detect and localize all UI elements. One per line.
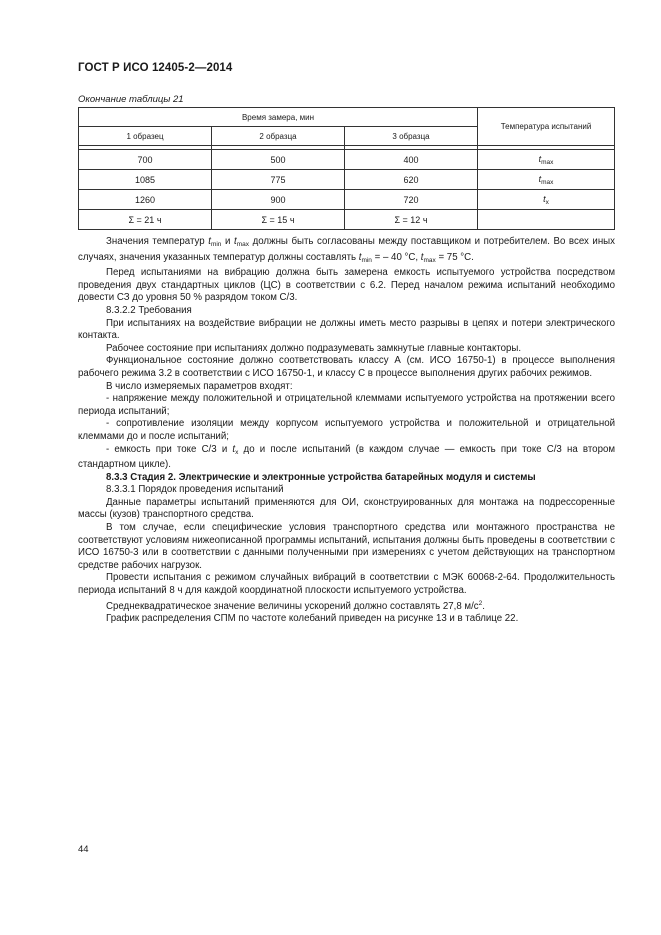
data-table (78, 107, 615, 230)
paragraph: Данные параметры испытаний применяются для ОИ, сконструированных для монтажа на подрессоренные массы (кузов) транспортного средства. (78, 496, 615, 521)
subsection-heading: 8.3.3.1 Порядок проведения испытаний (106, 484, 284, 496)
temperature-cell (478, 210, 615, 230)
paragraph: В том случае, если специфические условия транспортного средства или монтажного пространства не соответствуют условиям нижеописанной программы испытаний, испытания должны быть проведены в соответствии с ИСО 16750-3 или в соответствии с данными полученными при измерениях с учетом действующих на транспортном средстве рабочих нагрузок. (78, 522, 615, 571)
subsection-heading: 8.3.2.2 Требования (106, 304, 192, 316)
paragraph: График распределения СПМ по частоте колебаний приведен на рисунке 13 и в таблице 22. (106, 613, 519, 625)
paragraph: В число измеряемых параметров входят: (106, 380, 293, 392)
paragraph: Провести испытания с режимом случайных вибраций в соответствии с МЭК 60068-2-64. Продолжительность периода испытаний 8 ч для каждой координатной плоскости испытуемого устройства. (78, 572, 615, 597)
cell: 400 (345, 150, 478, 170)
column-header: 2 образца (212, 127, 345, 146)
group-header: Время замера, мин (79, 108, 478, 127)
cell: 500 (212, 150, 345, 170)
paragraph: Функциональное состояние должно соответствовать классу А (см. ИСО 16750-1) в процессе выполнения рабочего режима 3.2 в соответствии с ИСО 16750-1, и классу С в процессе выполнения других рабочих режимов. (78, 355, 615, 379)
temp-header: Температура испытаний (478, 108, 615, 146)
cell: 620 (345, 170, 478, 190)
cell: 1260 (79, 190, 212, 210)
paragraph: Рабочее состояние при испытаниях должно подразумевать замкнутые главные контакторы. (106, 342, 522, 354)
temperature-cell: $t_x$ (478, 190, 615, 210)
cell: 900 (212, 190, 345, 210)
table-caption: Окончание таблицы 21 (78, 94, 184, 105)
cell: 775 (212, 170, 345, 190)
column-header: 3 образца (345, 127, 478, 146)
section-heading: 8.3.3 Стадия 2. Электрические и электронные устройства батарейных модуля и системы (106, 471, 536, 483)
table-row (79, 170, 615, 190)
temperature-cell: $t_{max}$ (478, 150, 615, 170)
table-row (79, 150, 615, 170)
paragraph: Перед испытаниями на вибрацию должна быть замерена емкость испытуемого устройства посредством проведения двух стандартных циклов (ЦС) в соответствии с 6.2. Перед началом режима испытаний необходимо довести СЗ до уровня 50 % разрядом током С/3. (78, 267, 615, 304)
cell: Σ = 12 ч (345, 210, 478, 230)
cell: 720 (345, 190, 478, 210)
cell: Σ = 15 ч (212, 210, 345, 230)
table-row (79, 190, 615, 210)
paragraph: Значения температур $t_{min}$ и $t_{max}$ должны быть согласованы между поставщиком и потребителем. Во всех иных случаях, значения указанных температур должны составлять $t_{min}$ = – 40 °С, $t_{max} = 75$ °С. (78, 236, 615, 264)
paragraph: Среднеквадратическое значение величины ускорений должно составлять 27,8 $м/с^2$. (106, 599, 485, 612)
cell: 1085 (79, 170, 212, 190)
temperature-cell: $t_{max}$ (478, 170, 615, 190)
body-text (78, 236, 615, 626)
paragraph: При испытаниях на воздействие вибрации не должны иметь место разрывы в цепях и потери электрического контакта. (78, 317, 615, 342)
cell: Σ = 21 ч (79, 210, 212, 230)
column-header: 1 образец (79, 127, 212, 146)
page-number: 44 (78, 844, 89, 855)
cell: 700 (79, 150, 212, 170)
document-header: ГОСТ Р ИСО 12405-2—2014 (78, 62, 233, 74)
list-item: - сопротивление изоляции между корпусом испытуемого устройства и положительной и отрицательной клеммами до и после испытаний; (78, 418, 615, 442)
list-item: - емкость при токе С/3 и $t_x$ до и после испытаний (в каждом случае — емкость при токе С/3 на втором стандартном цикле). (78, 443, 616, 471)
list-item: - напряжение между положительной и отрицательной клеммами испытуемого устройства на протяжении всего периода испытаний; (78, 393, 615, 417)
table-row (79, 210, 615, 230)
